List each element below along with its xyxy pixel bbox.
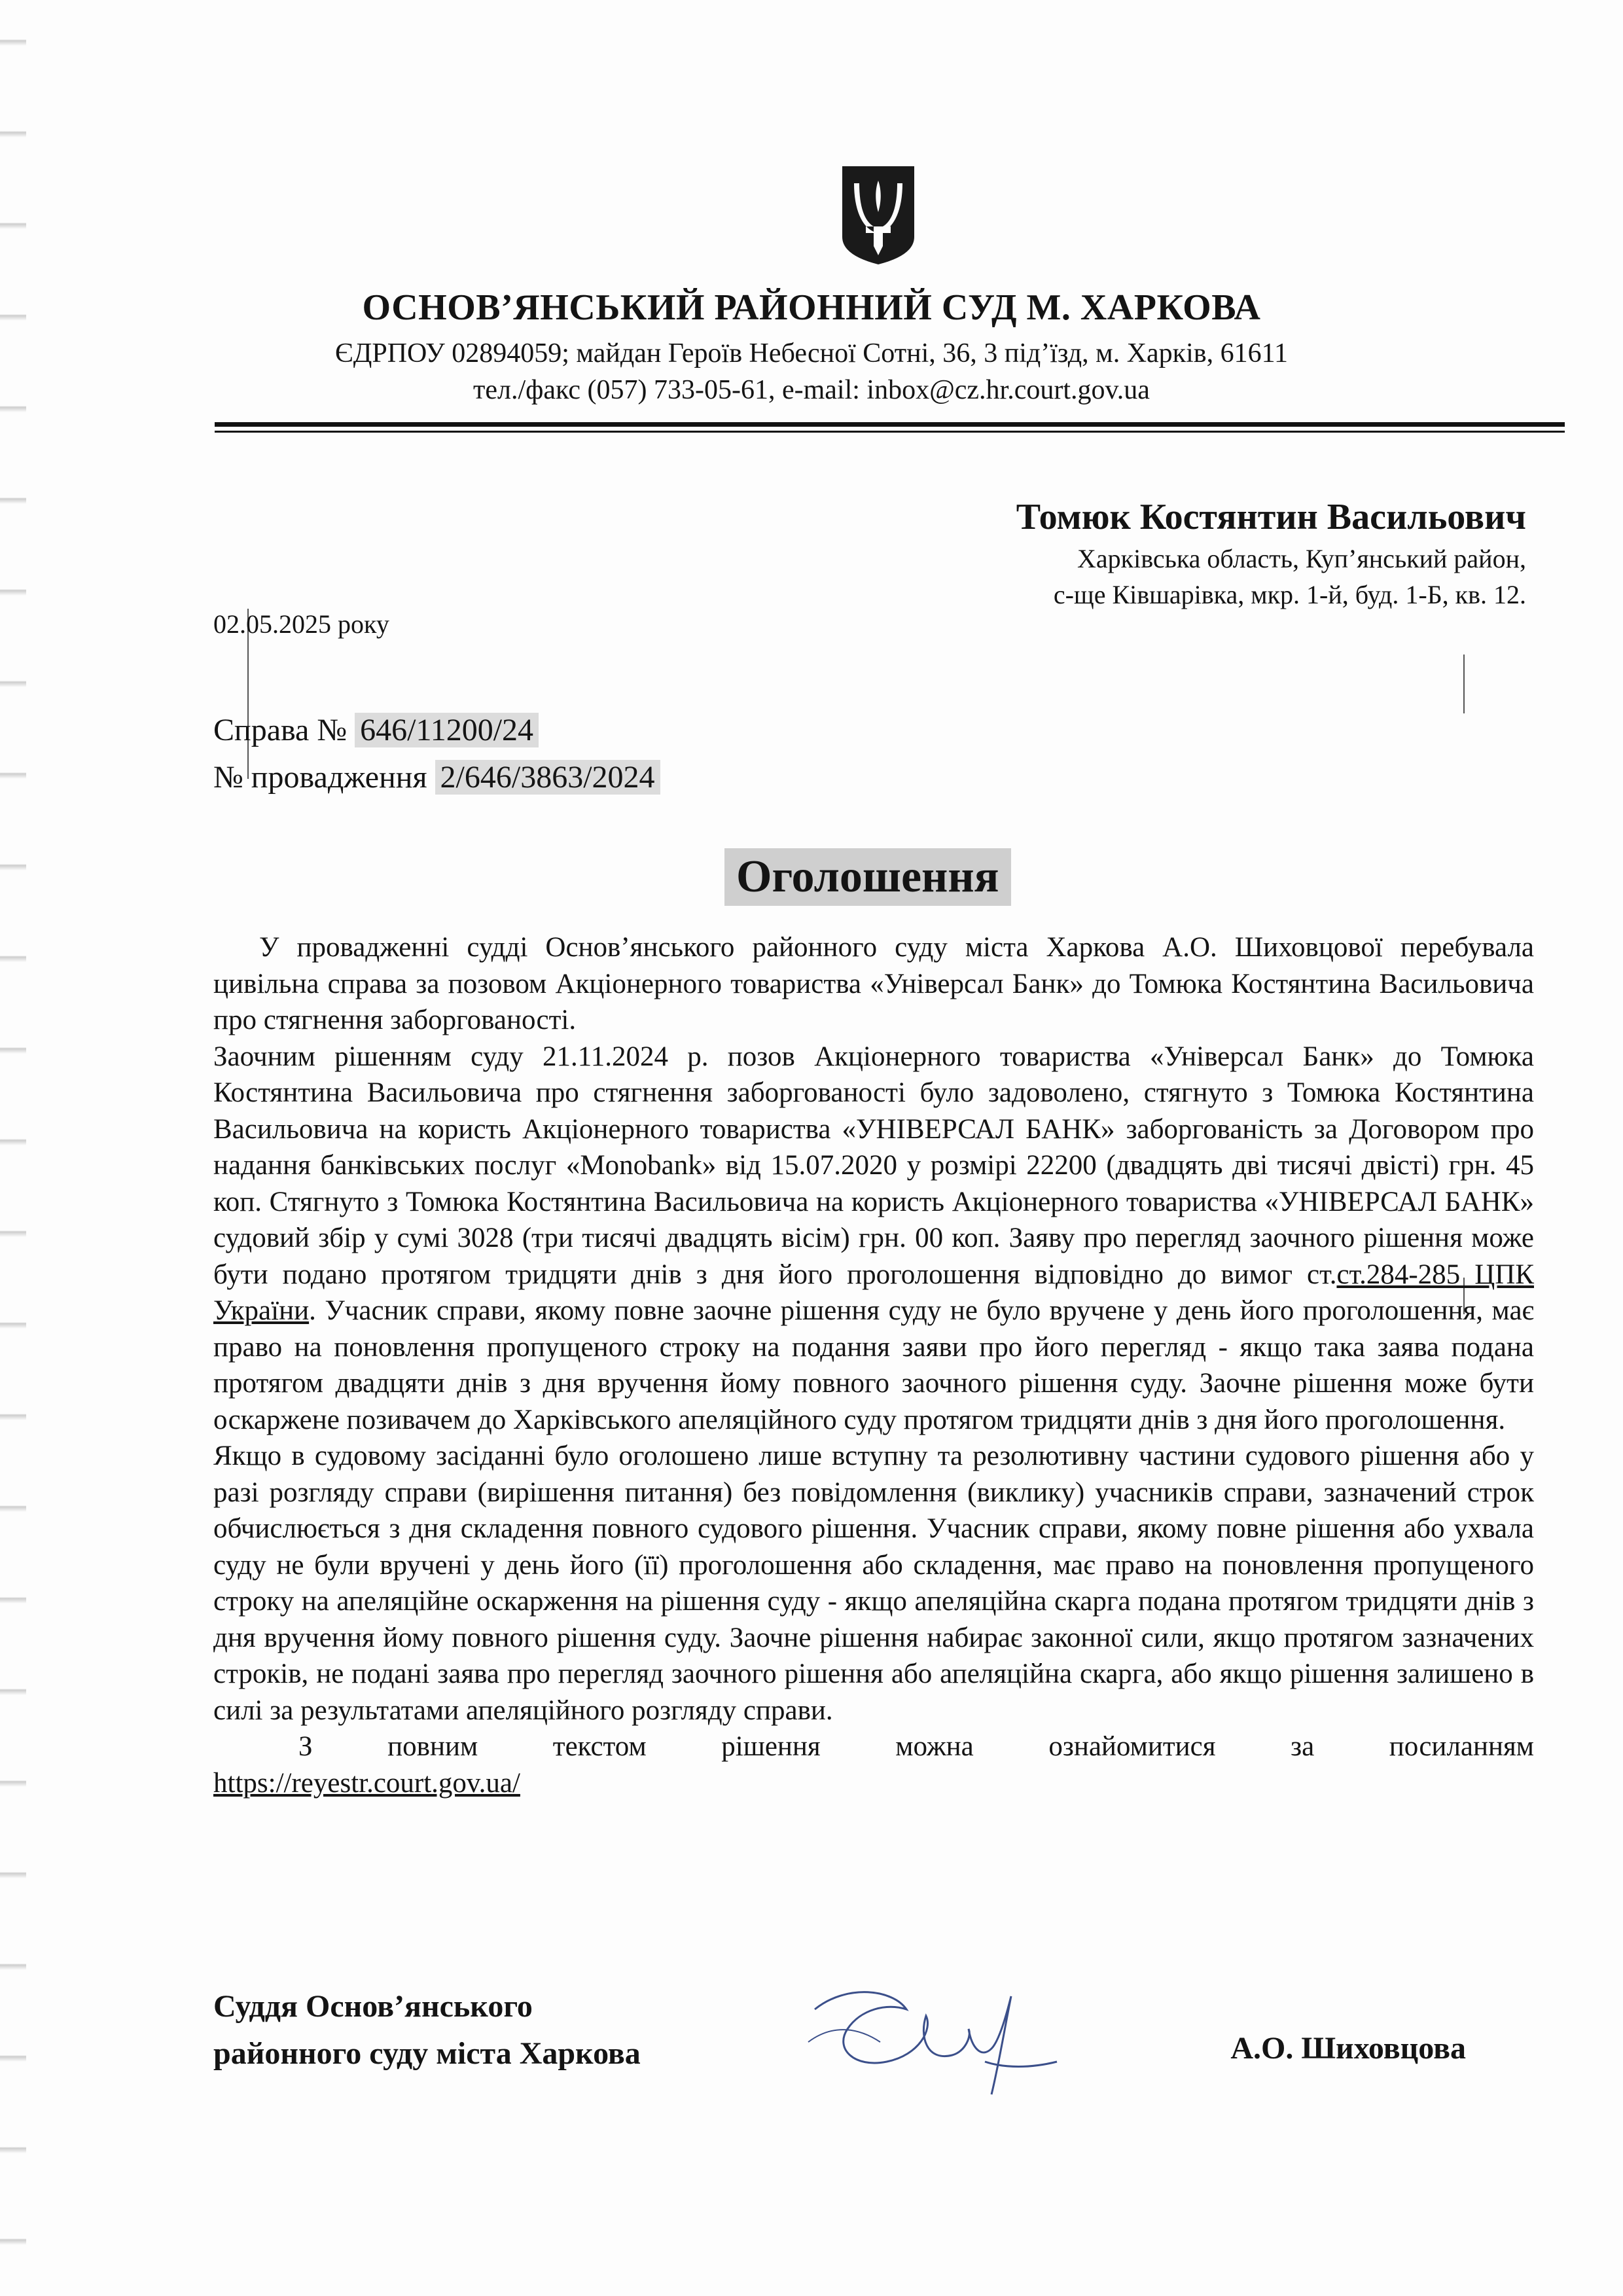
- registry-link[interactable]: https://reyestr.court.gov.ua/: [213, 1767, 520, 1799]
- body-paragraph: [213, 1039, 1534, 1439]
- body-paragraph: У провадженні судді Основ’янського районного суду міста Харкова А.О. Шиховцової перебувала цивільна справа за позовом Акціонерного товариства «Універсал Банк» до Томюка Костянтина Васильовича про стягнення заборгованості.: [213, 932, 1534, 1035]
- announcement-body: [213, 929, 1534, 1801]
- body-text-segment: . Учасник справи, якому повне заочне рішення суду не було вручене у день його проголошення, має право на поновлення пропущеного строку на подання заяви про його перегляд - якщо така заява подана протягом двадцяти днів з дня вручення йому повного заочного рішення суду. Заочне рішення може бути оскаржене позивачем до Харківського апеляційного суду протягом тридцяти днів з дня його проголошення.: [213, 1295, 1534, 1435]
- proceeding-number: 2/646/3863/2024: [435, 760, 660, 795]
- proceeding-label: № провадження: [213, 760, 427, 795]
- header-divider: [215, 422, 1565, 427]
- proceeding-number-line: [213, 759, 660, 795]
- judge-name: А.О. Шиховцова: [1230, 2031, 1466, 2066]
- judge-position-line: Суддя Основ’янського: [213, 1989, 533, 2024]
- recipient-address-line: Харківська область, Куп’янський район,: [1077, 544, 1526, 573]
- case-label: Справа №: [213, 713, 348, 747]
- registry-link-line: [213, 1765, 1534, 1802]
- handwritten-signature-icon: [795, 1970, 1070, 2121]
- law-reference-link[interactable]: ст.284-285 ЦПК України: [213, 1259, 1534, 1326]
- document-title: Оголошення: [724, 848, 1011, 906]
- court-contacts: тел./факс (057) 733-05-61, e-mail: inbox@cz.hr.court.gov.ua: [473, 375, 1150, 405]
- court-requisites: ЄДРПОУ 02894059; майдан Героїв Небесної Сотні, 36, 3 під’їзд, м. Харків, 61611: [334, 338, 1289, 368]
- body-paragraph: З повним текстом рішення можна ознайомитися за посиланням: [298, 1731, 1534, 1762]
- scan-mark: [1463, 655, 1465, 713]
- court-name: ОСНОВ’ЯНСЬКИЙ РАЙОННИЙ СУД М. ХАРКОВА: [362, 287, 1261, 328]
- recipient-name: Томюк Костянтин Васильович: [1016, 497, 1526, 537]
- header-divider: [215, 431, 1565, 433]
- recipient-address-line: с-ще Ківшарівка, мкр. 1-й, буд. 1-Б, кв. 12.: [1053, 580, 1526, 609]
- case-number-line: [213, 712, 539, 748]
- body-text-segment: Заочним рішенням суду 21.11.2024 р. позов Акціонерного товариства «Універсал Банк» до Томюка Костянтина Васильовича про стягнення заборгованості було задоволено, стягнуто з Томюка Костянтина Васильовича на користь Акціонерного товариства «УНІВЕРСАЛ БАНК» заборгованість за Договором про надання банківських послуг «Monobank» від 15.07.2020 у розмірі 22200 (двадцять дві тисячі двісті) грн. 45 коп. Стягнуто з Томюка Костянтина Васильовича на користь Акціонерного товариства «УНІВЕРСАЛ БАНК» судовий збір у сумі 3028 (три тисячі двадцять вісім) грн. 00 коп. Заяву про перегляд заочного рішення може бути подано протягом тридцяти днів з дня його проголошення відповідно до вимог ст.: [213, 1041, 1534, 1290]
- judge-position-line: районного суду міста Харкова: [213, 2036, 641, 2071]
- document-date: 02.05.2025 року: [213, 609, 389, 639]
- judge-position: [213, 1983, 641, 2077]
- trident-coat-of-arms-icon: [840, 164, 917, 267]
- case-number: 646/11200/24: [355, 713, 539, 747]
- body-paragraph: Якщо в судовому засіданні було оголошено лише вступну та резолютивну частини судового рішення або у разі розгляду справи (вирішення питання) без повідомлення (виклику) учасників справи, зазначений строк обчислюється з дня складення повного судового рішення. Учасник справи, якому повне рішення або ухвала суду не були вручені у день його (її) проголошення або складення, має право на поновлення пропущеного строку на апеляційне оскарження на рішення суду - якщо апеляційна скарга подана протягом тридцяти днів з дня вручення йому повного рішення суду. Заочне рішення набирає законної сили, якщо протягом зазначених строків, не подані заява про перегляд заочного рішення або апеляційна скарга, або якщо рішення залишено в силі за результатами апеляційного розгляду справи.: [213, 1441, 1534, 1726]
